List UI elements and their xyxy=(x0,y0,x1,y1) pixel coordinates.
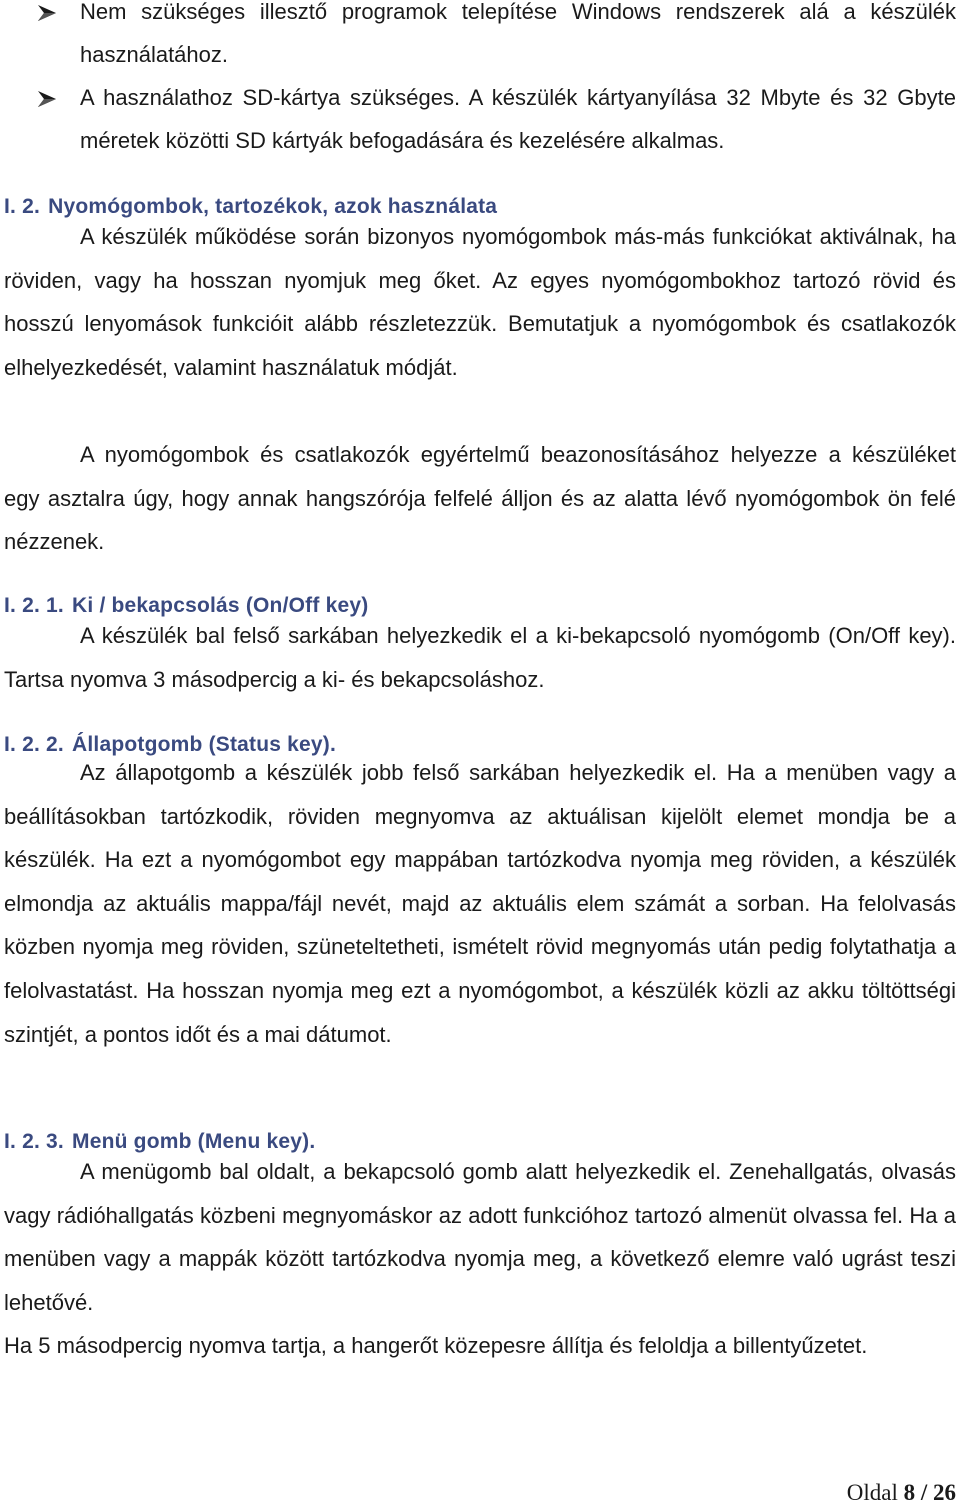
paragraph: A készülék bal felső sarkában helyezkedik el a ki-bekapcsoló nyomógomb (On/Off key). Tartsa nyomva 3 másodpercig a ki- és bekapcsoláshoz. xyxy=(4,623,956,692)
section-number: I. 2. 3. xyxy=(4,1130,64,1153)
section-title: Nyomógombok, tartozékok, azok használata xyxy=(48,195,498,218)
section-title: Állapotgomb (Status key). xyxy=(72,733,337,756)
bullet-list xyxy=(0,0,956,162)
section-number: I. 2. 2. xyxy=(4,733,64,756)
paragraph: Ha 5 másodpercig nyomva tartja, a hangerőt közepesre állítja és feloldja a billentyűzetet. xyxy=(4,1333,868,1358)
list-item xyxy=(0,0,956,76)
arrow-bullet-icon xyxy=(36,0,64,33)
current-page: 8 xyxy=(903,1480,916,1505)
section-title: Menü gomb (Menu key). xyxy=(72,1130,316,1153)
section-title: Ki / bekapcsolás (On/Off key) xyxy=(72,594,369,617)
arrow-bullet-icon xyxy=(36,76,64,119)
list-item-text: A használathoz SD-kártya szükséges. A készülék kártyanyílása 32 Mbyte és 32 Gbyte méretek közötti SD kártyák befogadására és kezelésére alkalmas. xyxy=(80,85,956,153)
page-separator: / xyxy=(920,1480,928,1505)
paragraph: A nyomógombok és csatlakozók egyértelmű beazonosításához helyezze a készüléket egy asztalra úgy, hogy annak hangszórója felfelé álljon és az alatta lévő nyomógombok ön felé nézzenek. xyxy=(4,442,956,555)
section-number: I. 2. xyxy=(4,195,41,218)
list-item-text: Nem szükséges illesztő programok telepítése Windows rendszerek alá a készülék használatához. xyxy=(80,0,956,67)
paragraph: Az állapotgomb a készülék jobb felső sarkában helyezkedik el. Ha a menüben vagy a beállításokban tartózkodik, röviden megnyomva az aktuálisan kijelölt elemet mondja be a készülék. Ha ezt a nyomógombot egy mappában tartózkodva nyomja meg röviden, a készülék elmondja az aktuális mappa/fájl nevét, majd az aktuális elem számát a sorban. Ha felolvasás közben nyomja meg röviden, szüneteltetheti, ismételt rövid megnyomás után pedig folytathatja a felolvastatást. Ha hosszan nyomja meg ezt a nyomógombot, a készülék közli az akku töltöttségi szintjét, a pontos időt és a mai dátumot. xyxy=(4,760,956,1047)
page-number xyxy=(847,1480,956,1506)
list-item xyxy=(0,76,956,162)
page-label: Oldal xyxy=(846,1480,898,1505)
paragraph: A menügomb bal oldalt, a bekapcsoló gomb alatt helyezkedik el. Zenehallgatás, olvasás vagy rádióhallgatás közbeni megnyomáskor az adott funkcióhoz tartozó almenüt olvassa fel. Ha a menüben vagy a mappák között tartózkodva nyomja meg, a következő elemre való ugrást teszi lehetővé. xyxy=(4,1159,956,1315)
paragraph: A készülék működése során bizonyos nyomógombok más-más funkciókat aktiválnak, ha röviden, vagy ha hosszan nyomjuk meg őket. Az egyes nyomógombokhoz tartozó rövid és hosszú lenyomások funkcióit alább részletezzük. Bemutatjuk a nyomógombok és csatlakozók elhelyezkedését, valamint használatuk módját. xyxy=(4,224,956,380)
total-pages: 26 xyxy=(933,1480,956,1505)
section-number: I. 2. 1. xyxy=(4,594,64,617)
